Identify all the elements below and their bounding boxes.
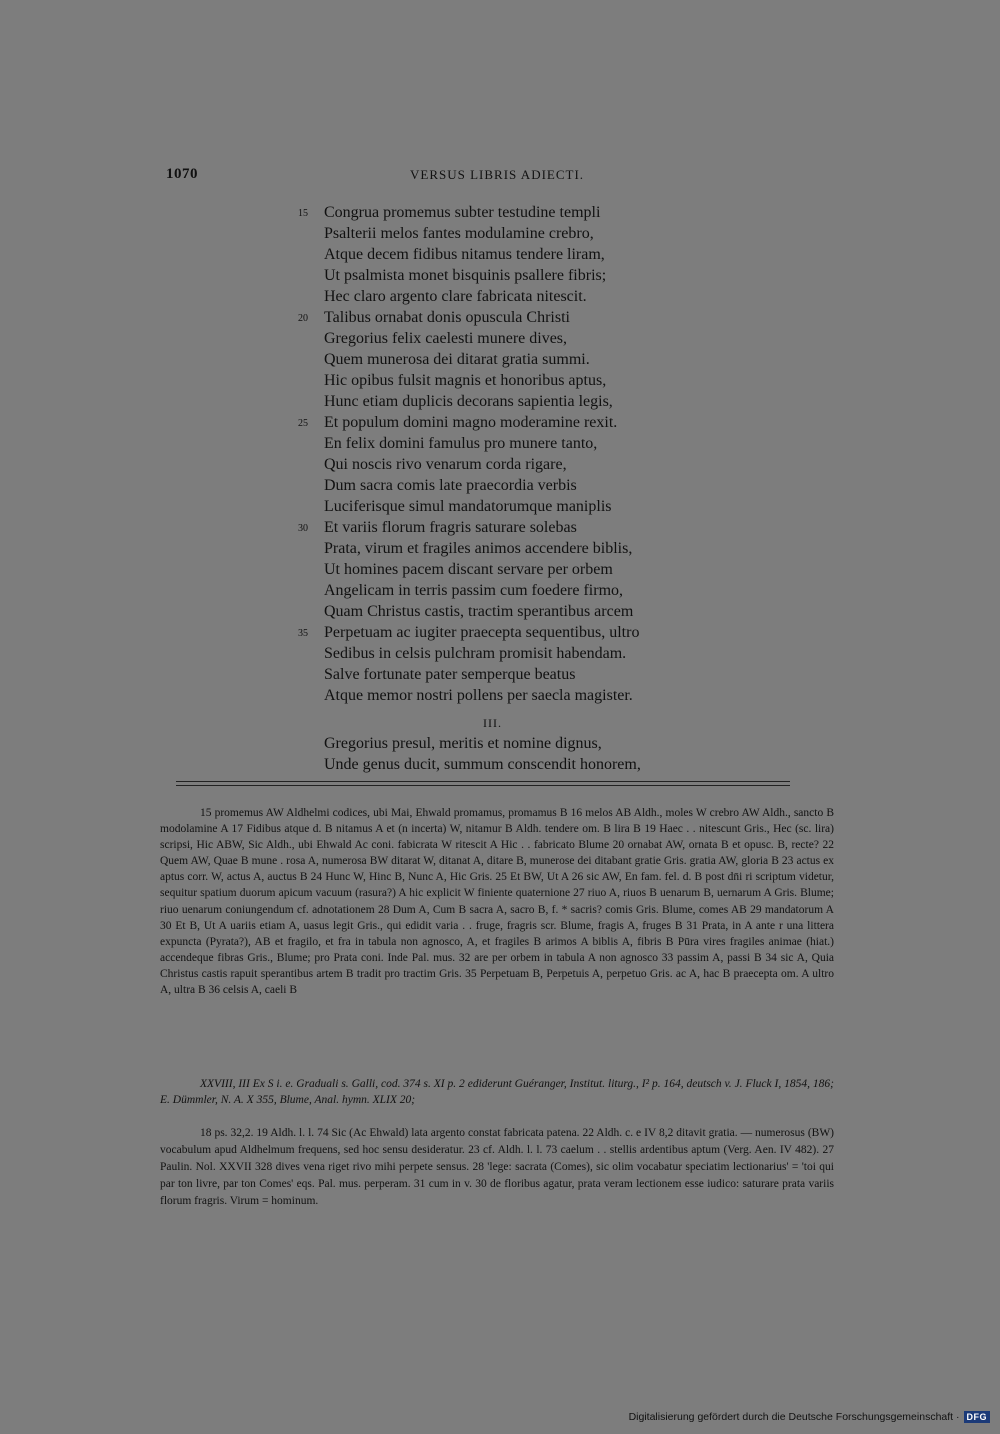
verse-text: Quam Christus castis, tractim sperantibus arcem	[324, 603, 634, 620]
verse-text: Et populum domini magno moderamine rexit.	[324, 414, 618, 431]
verse-text: Hec claro argento clare fabricata nitescit.	[324, 288, 587, 305]
source-note	[160, 1076, 834, 1108]
verse-line	[284, 538, 804, 559]
verse-line	[284, 286, 804, 307]
verse-text: Quem munerosa dei ditarat gratia summi.	[324, 351, 590, 368]
verse-text: Ut homines pacem discant servare per orbem	[324, 561, 613, 578]
credit-text: Digitalisierung gefördert durch die Deutsche Forschungsgemeinschaft ·	[628, 1411, 960, 1423]
line-number: 35	[298, 628, 308, 639]
verse-line	[284, 370, 804, 391]
verse-line	[284, 223, 804, 244]
verse-text: Talibus ornabat donis opuscula Christi	[324, 309, 570, 326]
verse-text: Ut psalmista monet bisquinis psallere fibris;	[324, 267, 607, 284]
verse-line	[284, 685, 804, 706]
verse-text: Atque decem fidibus nitamus tendere liram,	[324, 246, 605, 263]
verse-line	[284, 475, 804, 496]
verse-text: Dum sacra comis late praecordia verbis	[324, 477, 577, 494]
verse-line	[284, 433, 804, 454]
verse-text: Sedibus in celsis pulchram promisit habendam.	[324, 645, 627, 662]
verse-text: Qui noscis rivo venarum corda rigare,	[324, 456, 567, 473]
running-title: VERSUS LIBRIS ADIECTI.	[410, 167, 585, 182]
commentary-notes	[160, 1125, 834, 1210]
line-number: 15	[298, 208, 308, 219]
commentary-text: 18 ps. 32,2. 19 Aldh. l. l. 74 Sic (Ac Ehwald) lata argento constat fabricata patena. 22 Aldh. c. e IV 8,2 ditavit gratia. — numerosus (BW) vocabulum apud Aldhelmum frequens, sed hoc sensu desideratur. 23 cf. Aldh. l. l. 73 caelum . . stellis ardentibus aptum (Verg. Aen. IV 482). 27 Paulin. Nol. XXVII 328 dives vena riget rivo mihi perpete sensus. 28 'lege: sacrata (Comes), sic olim vocabatur speciatim lectionarius' = 'toi qui par ton livre, par ton Comes' eqs. Pal. mus. perperam. 31 cum in v. 30 de floribus agatur, prata veram lectionem esse iudico: saturare prata variis florum fragris. Virum = hominum.	[160, 1127, 834, 1207]
poem-text	[284, 202, 804, 706]
source-note-text: XXVIII, III Ex S i. e. Graduali s. Galli, cod. 374 s. XI p. 2 ediderunt Guéranger, Institut. liturg., I² p. 164, deutsch v. J. Fluck I, 1854, 186; E. Dümmler, N. A. X 355, Blume, Anal. hymn. XLIX 20;	[160, 1078, 834, 1107]
verse-line	[284, 391, 804, 412]
dfg-logo: DFG	[964, 1411, 991, 1423]
verse-line	[284, 517, 804, 538]
verse-text: Unde genus ducit, summum conscendit honorem,	[324, 756, 641, 773]
verse-line	[284, 664, 804, 685]
separator-rule	[176, 785, 790, 786]
verse-line	[284, 244, 804, 265]
verse-line	[284, 412, 804, 433]
verse-line	[284, 328, 804, 349]
verse-text: Angelicam in terris passim cum foedere firmo,	[324, 582, 624, 599]
separator-rule	[176, 781, 790, 782]
verse-text: En felix domini famulus pro munere tanto,	[324, 435, 598, 452]
verse-line	[284, 202, 804, 223]
page-number: 1070	[166, 166, 198, 182]
verse-line	[284, 496, 804, 517]
verse-text: Gregorius felix caelesti munere dives,	[324, 330, 568, 347]
verse-text: Salve fortunate pater semperque beatus	[324, 666, 576, 683]
page-header	[166, 166, 806, 190]
verse-text: Psalterii melos fantes modulamine crebro,	[324, 225, 594, 242]
verse-line	[284, 265, 804, 286]
verse-line	[284, 622, 804, 643]
section-marker: III.	[483, 716, 502, 730]
verse-text: Hunc etiam duplicis decorans sapientia legis,	[324, 393, 613, 410]
verse-text: Atque memor nostri pollens per saecla magister.	[324, 687, 633, 704]
verse-text: Prata, virum et fragiles animos accendere biblis,	[324, 540, 633, 557]
digitization-credit	[629, 1408, 990, 1426]
verse-line	[284, 643, 804, 664]
apparatus-text: 15 promemus AW Aldhelmi codices, ubi Mai, Ehwald promamus, promamus B 16 melos AB Aldh., moles W crebro AW Aldh., sancto B modolamine A 17 Fidibus atque d. B nitamus A et (n incerta) W, nitamur B Aldh. tendere om. B lira B 19 Haec . . nitescunt Gris., Hec (sc. lira) scripsi, Hic ABW, Sic Aldh., ubi Ehwald Ac coni. fabicrata W ritescit A Hic . . fabricato Blume 20 ornabat AW, ornata B et opusc. B, recte? 22 Quem AW, Quae B mune . rosa A, numerosa BW ditarat W, ditanat A, ditare B, munerose dei ditabant gratie Gris. gratia AW, gloria B 23 actus ex aptus corr. W, actus A, auctus B 24 Hunc W, Hinc B, Nunc A, Hic Gris. 25 Et BW, Ut A 26 sic AW, En fam. fel. d. B post dn̄i ri scriptum videtur, sequitur spatium duorum apicum vacuum (rasura?) A hic explicit W finiente quaternione 27 riuo A, riuos B uenarum B, uernarum A Gris. Blume; riuo uenarum coniungendum cf. adnotationem 28 Dum A, Cum B sacra A, sacro B, f. * sacris? comis Gris. Blume, comes AB 29 mandatorum A 30 Et B, Ut A uariis etiam A, uasus legit Gris., qui edidit varia . . fruge, fragris scr. Blume, fragis A, fruges B 31 Prata, in A ante r una littera expuncta (Pyrata?), AB et fragilo, et fra in tabula non agnosco, A, et fragiles B arimos A biblis A, fibris B Pūra vires fragiles animae (hiat.) accendeque fibras Gris., Blume; pro Prata coni. Inde Pal. mus. 32 are per orbem in tabula A non agnosco 33 passim A, passi B 34 sic A, Quia Christus castis rapuit sperantibus artem B tradit pro tractim Gris. 35 Perpetuam B, Perpetuis A, perpetuo Gris. ac A, hac B praecepta om. A ultro A, ultra B 36 celsis A, caeli B	[160, 807, 834, 997]
critical-apparatus	[160, 805, 834, 998]
verse-line	[284, 733, 804, 754]
verse-text: Perpetuam ac iugiter praecepta sequentibus, ultro	[324, 624, 640, 641]
verse-text: Et variis florum fragris saturare solebas	[324, 519, 577, 536]
verse-text: Luciferisque simul mandatorumque maniplis	[324, 498, 612, 515]
verse-text: Hic opibus fulsit magnis et honoribus aptus,	[324, 372, 607, 389]
poem-iii-text	[284, 733, 804, 775]
line-number: 25	[298, 418, 308, 429]
verse-line	[284, 580, 804, 601]
verse-line	[284, 754, 804, 775]
verse-text: Gregorius presul, meritis et nomine dignus,	[324, 735, 602, 752]
verse-line	[284, 454, 804, 475]
line-number: 30	[298, 523, 308, 534]
line-number: 20	[298, 313, 308, 324]
verse-line	[284, 559, 804, 580]
verse-text: Congrua promemus subter testudine templi	[324, 204, 601, 221]
verse-line	[284, 307, 804, 328]
verse-line	[284, 601, 804, 622]
verse-line	[284, 349, 804, 370]
